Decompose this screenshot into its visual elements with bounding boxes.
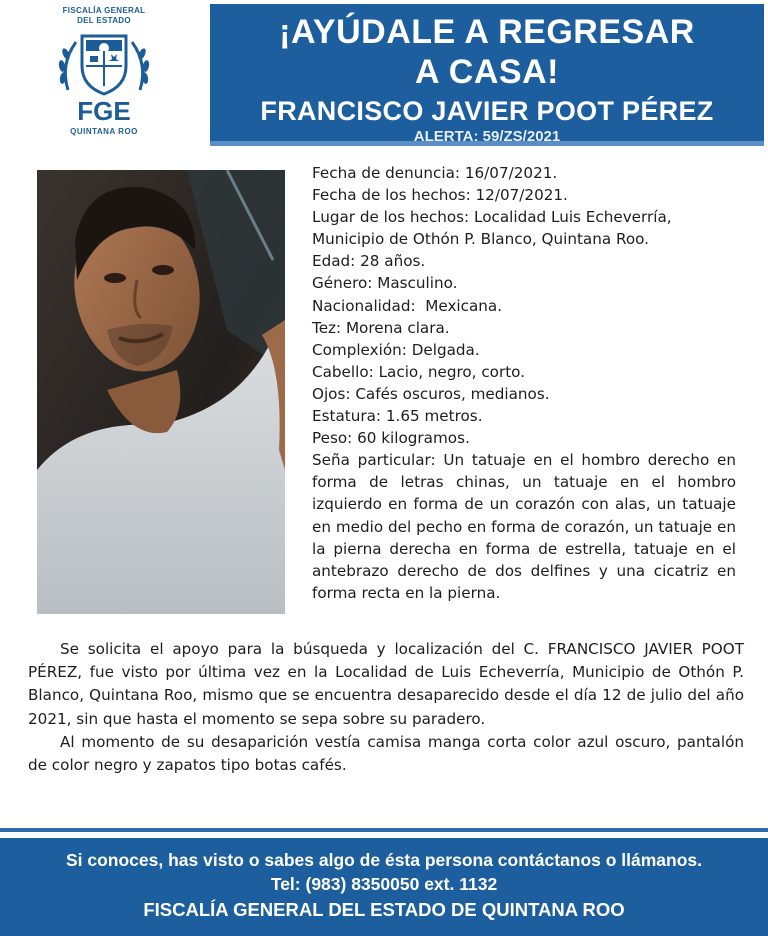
logo-bottom-text: QUINTANA ROO [70, 127, 138, 136]
detail-genero: Género: Masculino. [312, 274, 458, 293]
detail-sena-particular: Seña particular: Un tatuaje en el hombro derecho en forma de letras chinas, un tatuaje en el hombro izquierdo en forma de un corazón con alas, un tatuaje en medio del pecho en forma de corazón, un tatuaje en la pierna derecha en forma de estrella, tatuaje en el antebrazo derecho de dos delfines y una cicatriz en forma recta en la pierna. [312, 451, 736, 602]
detail-fecha-hechos: Fecha de los hechos: 12/07/2021. [312, 186, 568, 205]
description-paragraph-1: Se solicita el apoyo para la búsqueda y localización del C. FRANCISCO JAVIER POOT PÉREZ, fue visto por última vez en la Localidad de Luis Echeverría, Municipio de Othón P. Blanco, Quintana Roo, mismo que se encuentra desaparecido desde el día 12 de julio del año 2021, sin que hasta el momento se sepa sobre su paradero. [28, 640, 744, 728]
detail-peso: Peso: 60 kilogramos. [312, 429, 470, 448]
banner-stripe [210, 141, 764, 146]
detail-nacionalidad: Nacionalidad: Mexicana. [312, 296, 503, 315]
detail-tez: Tez: Morena clara. [312, 318, 450, 337]
logo-top-text-2: DEL ESTADO [77, 16, 131, 25]
footer-divider [0, 828, 768, 832]
detail-lugar-line-2: Municipio de Othón P. Blanco, Quintana Roo. [312, 230, 649, 249]
detail-ojos: Ojos: Cafés oscuros, medianos. [312, 384, 550, 403]
detail-complexion: Complexión: Delgada. [312, 340, 480, 359]
alert-code: ALERTA: 59/ZS/2021 [413, 128, 561, 141]
detail-cabello: Cabello: Lacio, negro, corto. [312, 362, 526, 381]
footer-agency-name: FISCALÍA GENERAL DEL ESTADO DE QUINTANA ROO [143, 899, 625, 920]
banner-title-line-1: ¡AYÚDALE A REGRESAR [279, 13, 695, 51]
missing-person-photo [37, 170, 285, 614]
footer-phone: Tel: (983) 8350050 ext. 1132 [270, 874, 498, 894]
logo-acronym: FGE [77, 96, 131, 126]
detail-estatura: Estatura: 1.65 metros. [312, 407, 483, 426]
detail-edad: Edad: 28 años. [312, 252, 426, 271]
description-paragraph-2: Al momento de su desaparición vestía camisa manga corta color azul oscuro, pantalón de color negro y zapatos tipo botas cafés. [28, 732, 744, 775]
case-description [28, 638, 744, 777]
detail-fecha-denuncia: Fecha de denuncia: 16/07/2021. [312, 164, 558, 182]
fge-emblem-icon [54, 28, 154, 126]
fge-logo [34, 6, 174, 144]
missing-person-name: FRANCISCO JAVIER POOT PÉREZ [260, 96, 714, 126]
detail-lugar-line-1: Lugar de los hechos: Localidad Luis Echeverría, [312, 208, 672, 227]
logo-top-text-1: FISCALÍA GENERAL [62, 6, 146, 15]
contact-footer [0, 838, 768, 936]
title-banner [210, 4, 764, 141]
footer-call-to-action: Si conoces, has visto o sabes algo de ésta persona contáctanos o llámanos. [65, 850, 703, 870]
person-details [312, 162, 736, 604]
person-photo-icon [37, 170, 285, 614]
banner-title-line-2: A CASA! [415, 53, 559, 91]
